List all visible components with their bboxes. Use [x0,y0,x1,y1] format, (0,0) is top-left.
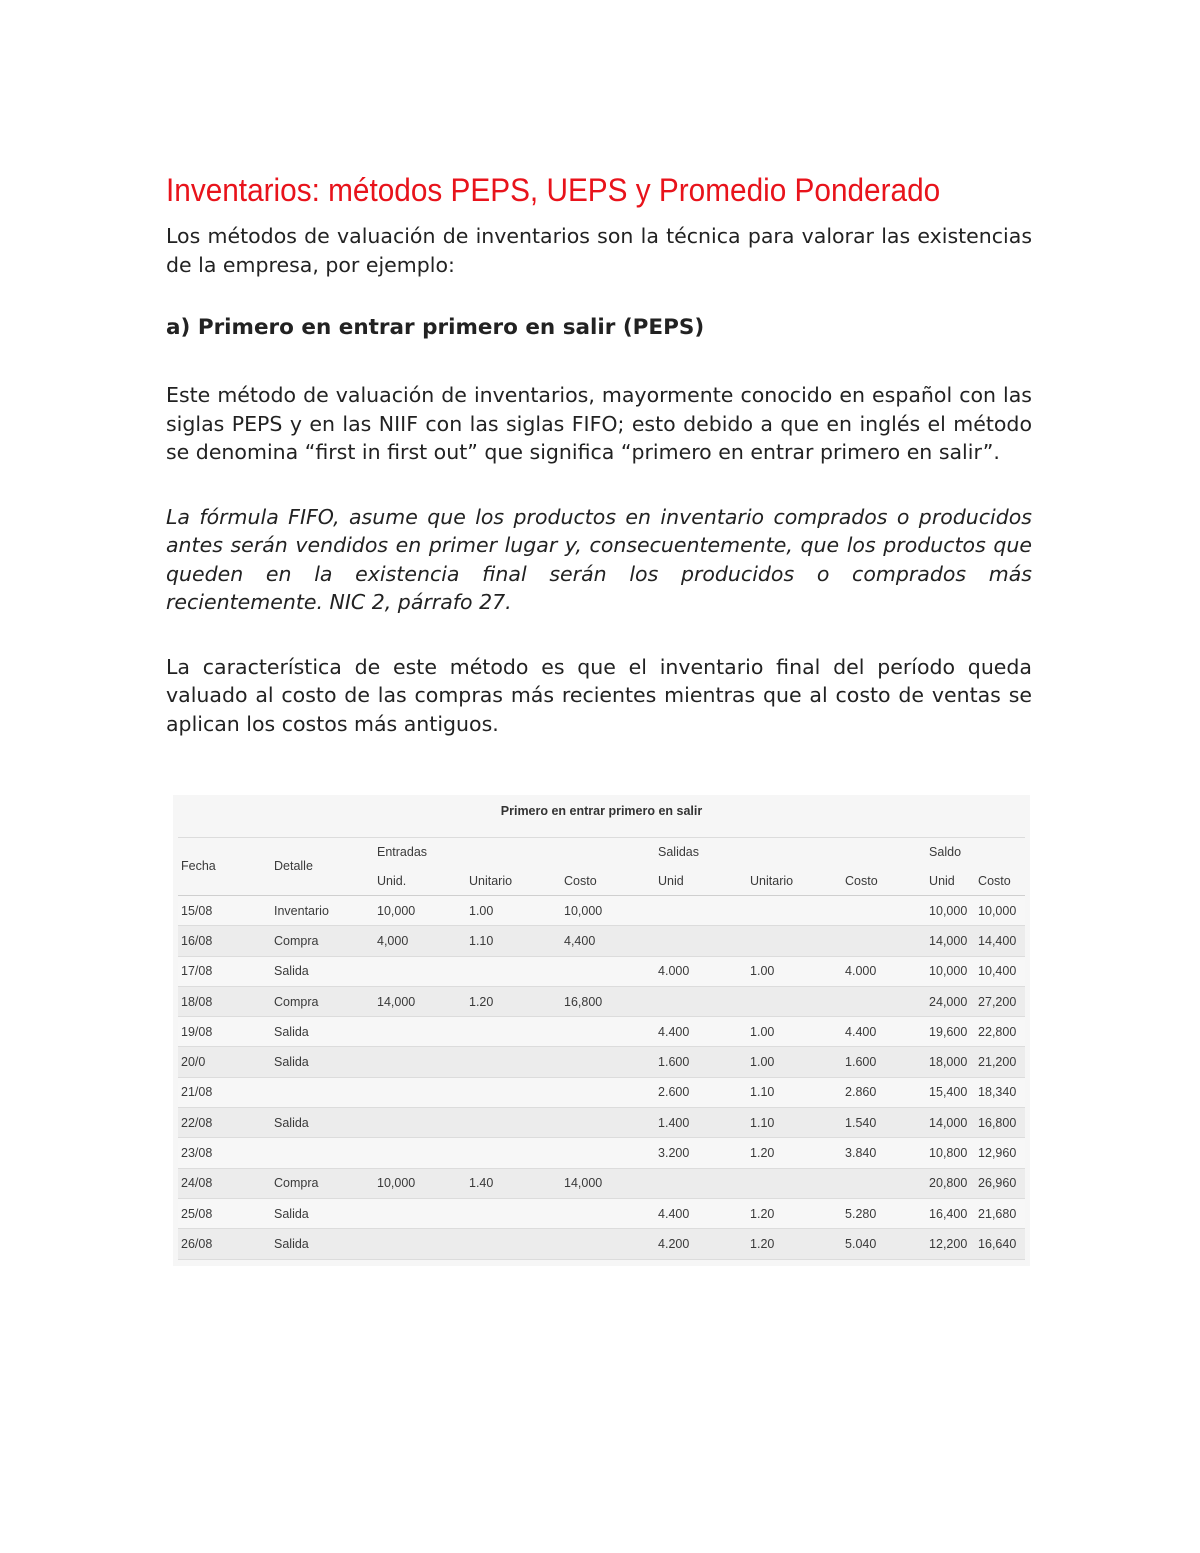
cell-saldo-unid: 16,400 [926,1198,975,1228]
cell-fecha: 26/08 [178,1229,271,1259]
cell-detalle: Salida [271,1108,374,1138]
table-row [178,1198,1025,1228]
cell-fecha: 24/08 [178,1168,271,1198]
cell-detalle: Inventario [271,896,374,926]
table-row [178,896,1025,926]
cell-entradas-costo [561,1047,655,1077]
cell-fecha: 20/0 [178,1047,271,1077]
header-detalle: Detalle [271,837,374,896]
header-entradas-unitario: Unitario [466,866,561,896]
cell-saldo-costo: 12,960 [975,1138,1025,1168]
cell-fecha: 18/08 [178,986,271,1016]
cell-detalle: Salida [271,1047,374,1077]
table-row [178,1138,1025,1168]
cell-entradas-costo [561,1108,655,1138]
cell-entradas-unitario: 1.00 [466,896,561,926]
header-salidas-costo: Costo [842,866,926,896]
cell-salidas-unid: 4.000 [655,956,747,986]
cell-entradas-unitario [466,1017,561,1047]
cell-entradas-unid [374,1138,466,1168]
cell-entradas-unitario [466,1108,561,1138]
cell-salidas-costo [842,986,926,1016]
cell-salidas-unid: 1.400 [655,1108,747,1138]
cell-entradas-costo [561,1229,655,1259]
cell-saldo-unid: 19,600 [926,1017,975,1047]
table-header-row-1 [178,837,1025,866]
header-saldo-costo: Costo [975,866,1025,896]
cell-salidas-costo: 2.860 [842,1077,926,1107]
cell-entradas-unid [374,1017,466,1047]
cell-entradas-unid: 10,000 [374,1168,466,1198]
cell-saldo-costo: 14,400 [975,926,1025,956]
header-entradas-costo: Costo [561,866,655,896]
table-row [178,1108,1025,1138]
table-row [178,1017,1025,1047]
cell-fecha: 22/08 [178,1108,271,1138]
cell-salidas-costo: 5.280 [842,1198,926,1228]
header-fecha: Fecha [178,837,271,896]
cell-salidas-unitario: 1.00 [747,1047,842,1077]
cell-detalle: Salida [271,1229,374,1259]
cell-salidas-costo [842,1168,926,1198]
cell-entradas-unitario: 1.10 [466,926,561,956]
cell-entradas-costo [561,956,655,986]
table-title: Primero en entrar primero en salir [500,804,703,818]
cell-salidas-unitario [747,896,842,926]
cell-salidas-costo: 5.040 [842,1229,926,1259]
cell-saldo-unid: 10,800 [926,1138,975,1168]
cell-entradas-unitario [466,1198,561,1228]
document-body [166,168,1032,738]
cell-entradas-costo: 16,800 [561,986,655,1016]
cell-detalle: Salida [271,1017,374,1047]
cell-salidas-costo [842,896,926,926]
cell-salidas-unid: 3.200 [655,1138,747,1168]
cell-salidas-costo: 4.400 [842,1017,926,1047]
cell-saldo-costo: 27,200 [975,986,1025,1016]
cell-entradas-unitario [466,1229,561,1259]
header-salidas-unitario: Unitario [747,866,842,896]
header-salidas-unid: Unid [655,866,747,896]
table-row [178,1168,1025,1198]
header-entradas-unid: Unid. [374,866,466,896]
cell-salidas-unitario [747,926,842,956]
header-saldo: Saldo [929,844,962,859]
table-row [178,926,1025,956]
cell-entradas-unid [374,1077,466,1107]
cell-salidas-costo: 4.000 [842,956,926,986]
cell-salidas-costo: 1.600 [842,1047,926,1077]
cell-saldo-unid: 20,800 [926,1168,975,1198]
cell-entradas-unitario [466,1047,561,1077]
cell-entradas-unitario [466,956,561,986]
cell-saldo-costo: 26,960 [975,1168,1025,1198]
cell-salidas-unid: 4.200 [655,1229,747,1259]
cell-salidas-unitario [747,986,842,1016]
peps-description-paragraph: Este método de valuación de inventarios, mayormente conocido en español con las siglas PEPS y en las NIIF con las siglas FIFO; esto debido a que en inglés el método se denomina “first in first out” que significa “primero en entrar primero en salir”. [166,383,1032,464]
cell-saldo-unid: 18,000 [926,1047,975,1077]
cell-entradas-unitario [466,1138,561,1168]
cell-saldo-costo: 16,640 [975,1229,1025,1259]
cell-saldo-unid: 14,000 [926,926,975,956]
cell-entradas-unid [374,1198,466,1228]
cell-entradas-costo [561,1017,655,1047]
cell-saldo-unid: 24,000 [926,986,975,1016]
cell-salidas-unid [655,926,747,956]
header-salidas: Salidas [658,844,700,859]
cell-salidas-costo: 1.540 [842,1108,926,1138]
cell-salidas-unid [655,1168,747,1198]
section-subtitle: a) Primero en entrar primero en salir (PEPS) [166,315,705,340]
cell-saldo-costo: 10,400 [975,956,1025,986]
cell-salidas-unid: 4.400 [655,1198,747,1228]
cell-fecha: 17/08 [178,956,271,986]
table-row [178,1047,1025,1077]
cell-saldo-unid: 10,000 [926,896,975,926]
cell-entradas-costo: 4,400 [561,926,655,956]
cell-salidas-costo: 3.840 [842,1138,926,1168]
cell-detalle: Salida [271,956,374,986]
cell-detalle: Compra [271,986,374,1016]
cell-saldo-costo: 22,800 [975,1017,1025,1047]
cell-saldo-costo: 21,200 [975,1047,1025,1077]
cell-entradas-unid [374,1047,466,1077]
cell-entradas-unid [374,1108,466,1138]
cell-detalle: Salida [271,1198,374,1228]
table-row [178,1077,1025,1107]
fifo-table [178,837,1025,1260]
cell-salidas-unitario: 1.20 [747,1229,842,1259]
cell-salidas-unitario: 1.10 [747,1077,842,1107]
cell-salidas-unid [655,896,747,926]
table-row [178,1229,1025,1259]
cell-saldo-costo: 16,800 [975,1108,1025,1138]
table-body [178,896,1025,1260]
cell-salidas-unid: 2.600 [655,1077,747,1107]
cell-entradas-unid: 4,000 [374,926,466,956]
nic-quote-paragraph: La fórmula FIFO, asume que los productos en inventario comprados o producidos antes serán vendidos en primer lugar y, consecuentemente, que los productos que queden en la existencia final serán los producidos o comprados más recientemente. NIC 2, párrafo 27. [166,504,1032,614]
cell-saldo-costo: 10,000 [975,896,1025,926]
cell-detalle: Compra [271,926,374,956]
cell-fecha: 19/08 [178,1017,271,1047]
cell-entradas-unid [374,956,466,986]
cell-entradas-unitario: 1.20 [466,986,561,1016]
cell-fecha: 23/08 [178,1138,271,1168]
table-row [178,956,1025,986]
cell-detalle [271,1138,374,1168]
cell-saldo-costo: 21,680 [975,1198,1025,1228]
cell-detalle [271,1077,374,1107]
cell-entradas-unitario: 1.40 [466,1168,561,1198]
cell-fecha: 16/08 [178,926,271,956]
fifo-table-figure [173,795,1030,1266]
cell-entradas-costo [561,1198,655,1228]
cell-entradas-unid [374,1229,466,1259]
cell-salidas-unid [655,986,747,1016]
cell-salidas-unitario [747,1168,842,1198]
header-saldo-unid: Unid [926,866,975,896]
cell-fecha: 21/08 [178,1077,271,1107]
cell-entradas-costo [561,1077,655,1107]
cell-salidas-unitario: 1.00 [747,1017,842,1047]
cell-entradas-unid: 14,000 [374,986,466,1016]
cell-saldo-costo: 18,340 [975,1077,1025,1107]
cell-fecha: 25/08 [178,1198,271,1228]
header-entradas: Entradas [377,844,428,859]
cell-saldo-unid: 12,200 [926,1229,975,1259]
cell-salidas-unid: 4.400 [655,1017,747,1047]
intro-paragraph: Los métodos de valuación de inventarios son la técnica para valorar las existencias de la empresa, por ejemplo: [166,224,1032,277]
cell-saldo-unid: 10,000 [926,956,975,986]
document-title: Inventarios: métodos PEPS, UEPS y Promedio Ponderado [166,172,941,208]
cell-salidas-unitario: 1.20 [747,1198,842,1228]
cell-entradas-costo [561,1138,655,1168]
cell-salidas-unitario: 1.00 [747,956,842,986]
table-row [178,986,1025,1016]
cell-entradas-costo: 10,000 [561,896,655,926]
cell-entradas-unitario [466,1077,561,1107]
cell-salidas-unitario: 1.20 [747,1138,842,1168]
cell-entradas-costo: 14,000 [561,1168,655,1198]
characteristic-paragraph: La característica de este método es que el inventario final del período queda valuado al costo de las compras más recientes mientras que al costo de ventas se aplican los costos más antiguos. [166,654,1032,736]
cell-salidas-costo [842,926,926,956]
cell-detalle: Compra [271,1168,374,1198]
cell-fecha: 15/08 [178,896,271,926]
cell-saldo-unid: 15,400 [926,1077,975,1107]
cell-salidas-unitario: 1.10 [747,1108,842,1138]
cell-salidas-unid: 1.600 [655,1047,747,1077]
cell-entradas-unid: 10,000 [374,896,466,926]
cell-saldo-unid: 14,000 [926,1108,975,1138]
